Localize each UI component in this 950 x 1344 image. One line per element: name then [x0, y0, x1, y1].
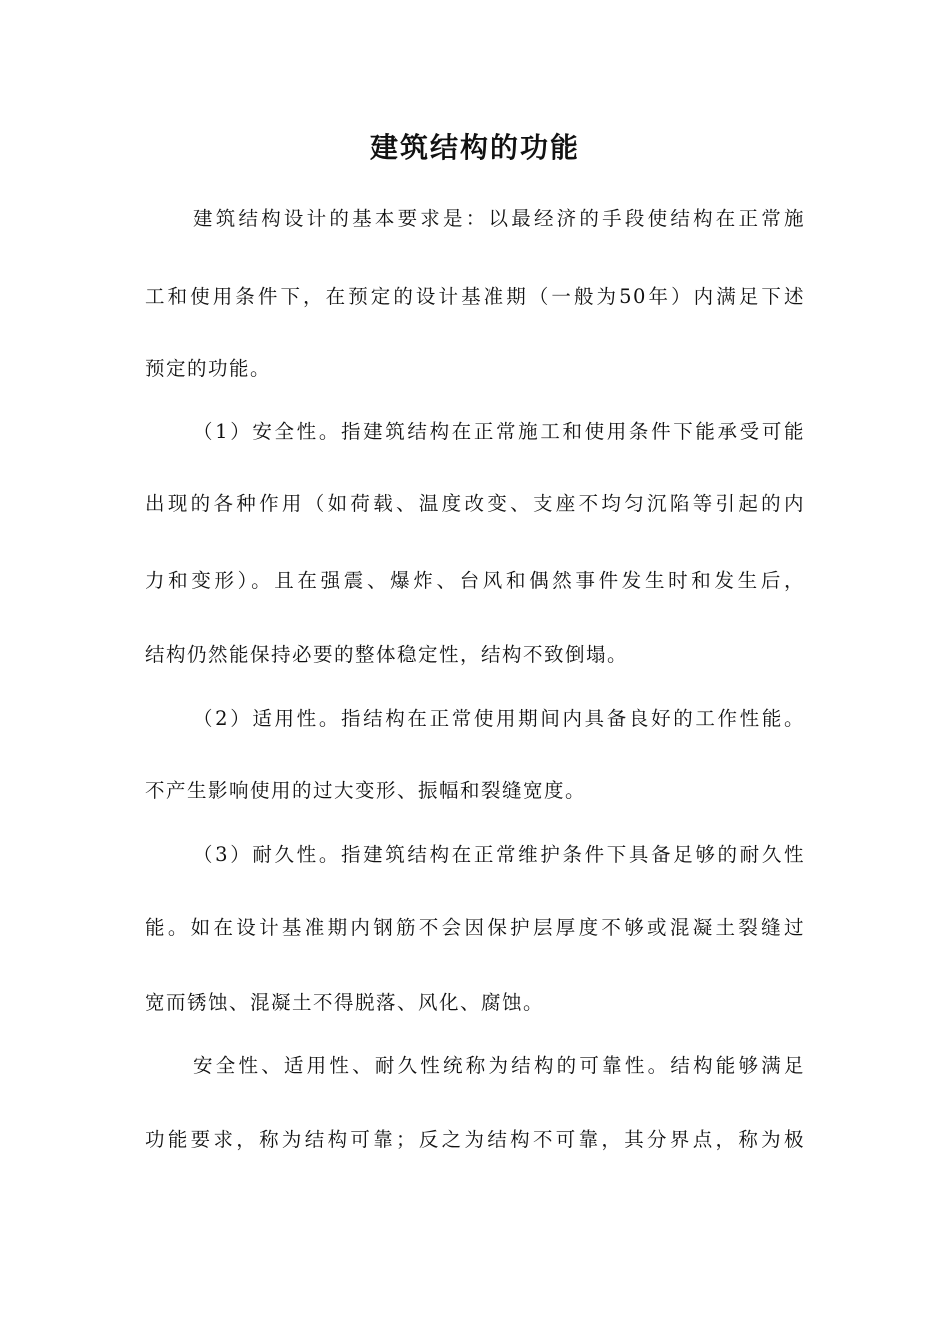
paragraph-line: 功能要求，称为结构可靠；反之为结构不可靠，其分界点，称为极 — [145, 1128, 805, 1151]
paragraph-line: （2）适用性。指结构在正常使用期间内具备良好的工作性能。 — [193, 707, 805, 730]
paragraph-line: 安全性、适用性、耐久性统称为结构的可靠性。结构能够满足 — [193, 1054, 805, 1077]
paragraph-line: 宽而锈蚀、混凝土不得脱落、风化、腐蚀。 — [145, 991, 545, 1014]
paragraph-line: 预定的功能。 — [145, 357, 272, 380]
document-title: 建筑结构的功能 — [369, 131, 580, 164]
paragraph-line: 出现的各种作用（如荷载、温度改变、支座不均匀沉陷等引起的内 — [145, 492, 805, 515]
paragraph-line: 结构仍然能保持必要的整体稳定性，结构不致倒塌。 — [145, 643, 629, 666]
paragraph-line: （3）耐久性。指建筑结构在正常维护条件下具备足够的耐久性 — [193, 843, 805, 866]
paragraph-line: 建筑结构设计的基本要求是：以最经济的手段使结构在正常施 — [193, 207, 805, 230]
paragraph-line: （1）安全性。指建筑结构在正常施工和使用条件下能承受可能 — [193, 420, 805, 443]
paragraph-line: 工和使用条件下，在预定的设计基准期（一般为50年）内满足下述 — [145, 285, 805, 308]
paragraph-line: 力和变形）。且在强震、爆炸、台风和偶然事件发生时和发生后， — [145, 569, 805, 592]
paragraph-line: 能。如在设计基准期内钢筋不会因保护层厚度不够或混凝土裂缝过 — [145, 916, 805, 939]
paragraph-line: 不产生影响使用的过大变形、振幅和裂缝宽度。 — [145, 779, 587, 802]
